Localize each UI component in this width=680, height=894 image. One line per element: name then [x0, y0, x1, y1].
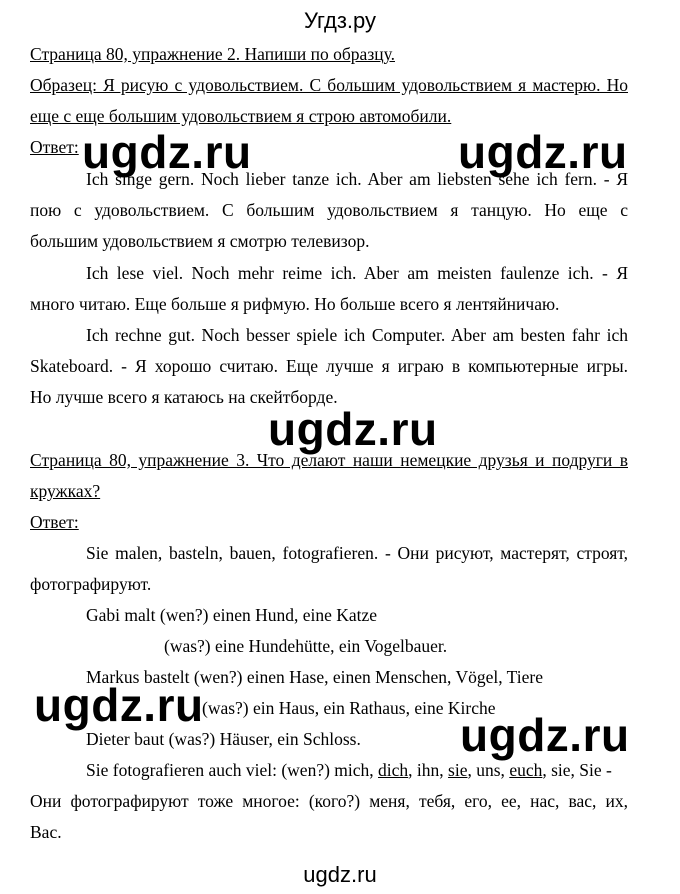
- watermark: ugdz.ru: [34, 679, 204, 731]
- fotografieren-line-2: Они фотографируют тоже многое: (кого?) меня, тебя, его, ее, нас, вас, их,: [30, 791, 628, 811]
- exercise-3-heading-line-2: кружках?: [30, 481, 101, 501]
- watermark: ugdz.ru: [460, 709, 630, 761]
- exercise-2-answer-label: Ответ:: [30, 137, 79, 157]
- watermark: ugdz.ru: [458, 126, 628, 178]
- exercise-2-p3-line-2: Skateboard. - Я хорошо считаю. Еще лучше я играю в компьютерные игры.: [30, 356, 628, 376]
- watermark: ugdz.ru: [82, 126, 252, 178]
- markus-line-2: (was?) ein Haus, ein Rathaus, eine Kirche: [202, 698, 496, 718]
- exercise-2-p1-line-3: большим удовольствием я смотрю телевизор.: [30, 231, 370, 251]
- exercise-2-sample-line-1: Образец: Я рисую с удовольствием. С большим удовольствием я мастерю. Но: [30, 75, 628, 95]
- foto-mid-2: , uns,: [467, 760, 510, 780]
- exercise-2-p2-line-1: Ich lese viel. Noch mehr reime ich. Aber am meisten faulenze ich. - Я: [86, 263, 628, 283]
- exercise-2-p3-line-1: Ich rechne gut. Noch besser spiele ich Computer. Aber am besten fahr ich: [86, 325, 628, 345]
- gabi-line-2: (was?) eine Hundehütte, ein Vogelbauer.: [164, 636, 448, 656]
- site-title: Угдз.ру: [303, 8, 377, 33]
- fotografieren-line-1: [86, 760, 612, 781]
- fotografieren-line-3: Вас.: [30, 822, 62, 842]
- markus-line-1: Markus bastelt (wen?) einen Hase, einen Menschen, Vögel, Tiere: [86, 667, 543, 687]
- exercise-2-p3-line-3: Но лучше всего я катаюсь на скейтборде.: [30, 387, 338, 407]
- foto-prefix: Sie fotografieren auch viel: (wen?) mich,: [86, 760, 379, 780]
- exercise-2-p2-line-2: много читаю. Еще больше я рифмую. Но больше всего я лентяйничаю.: [30, 294, 560, 314]
- exercise-3-answer-label: Ответ:: [30, 512, 79, 532]
- gabi-line-1: Gabi malt (wen?) einen Hund, eine Katze: [86, 605, 378, 625]
- underlined-sie: sie: [448, 760, 468, 780]
- exercise-3-p1-line-1: Sie malen, basteln, bauen, fotografieren. - Они рисуют, мастерят, строят,: [86, 543, 628, 563]
- foto-suffix: , sie, Sie -: [542, 760, 612, 780]
- watermark: ugdz.ru: [268, 403, 438, 455]
- exercise-2-p1-line-1: Ich singe gern. Noch lieber tanze ich. Aber am liebsten sehe ich fern. - Я: [86, 169, 628, 189]
- underlined-dich: dich: [378, 760, 409, 780]
- exercise-2-heading: Страница 80, упражнение 2. Напиши по образцу.: [30, 44, 395, 64]
- footer-watermark: ugdz.ru: [303, 862, 377, 887]
- dieter-line: Dieter baut (was?) Häuser, ein Schloss.: [86, 729, 361, 749]
- exercise-3-p1-line-2: фотографируют.: [30, 574, 152, 594]
- foto-mid-1: , ihn,: [408, 760, 449, 780]
- underlined-euch: euch: [509, 760, 543, 780]
- exercise-2-sample-line-2: еще с еще большим удовольствием я строю автомобили.: [30, 106, 452, 126]
- exercise-3-heading-line-1: Страница 80, упражнение 3. Что делают наши немецкие друзья и подруги в: [30, 450, 628, 470]
- exercise-2-p1-line-2: пою с удовольствием. С большим удовольствием я танцую. Но еще с: [30, 200, 628, 220]
